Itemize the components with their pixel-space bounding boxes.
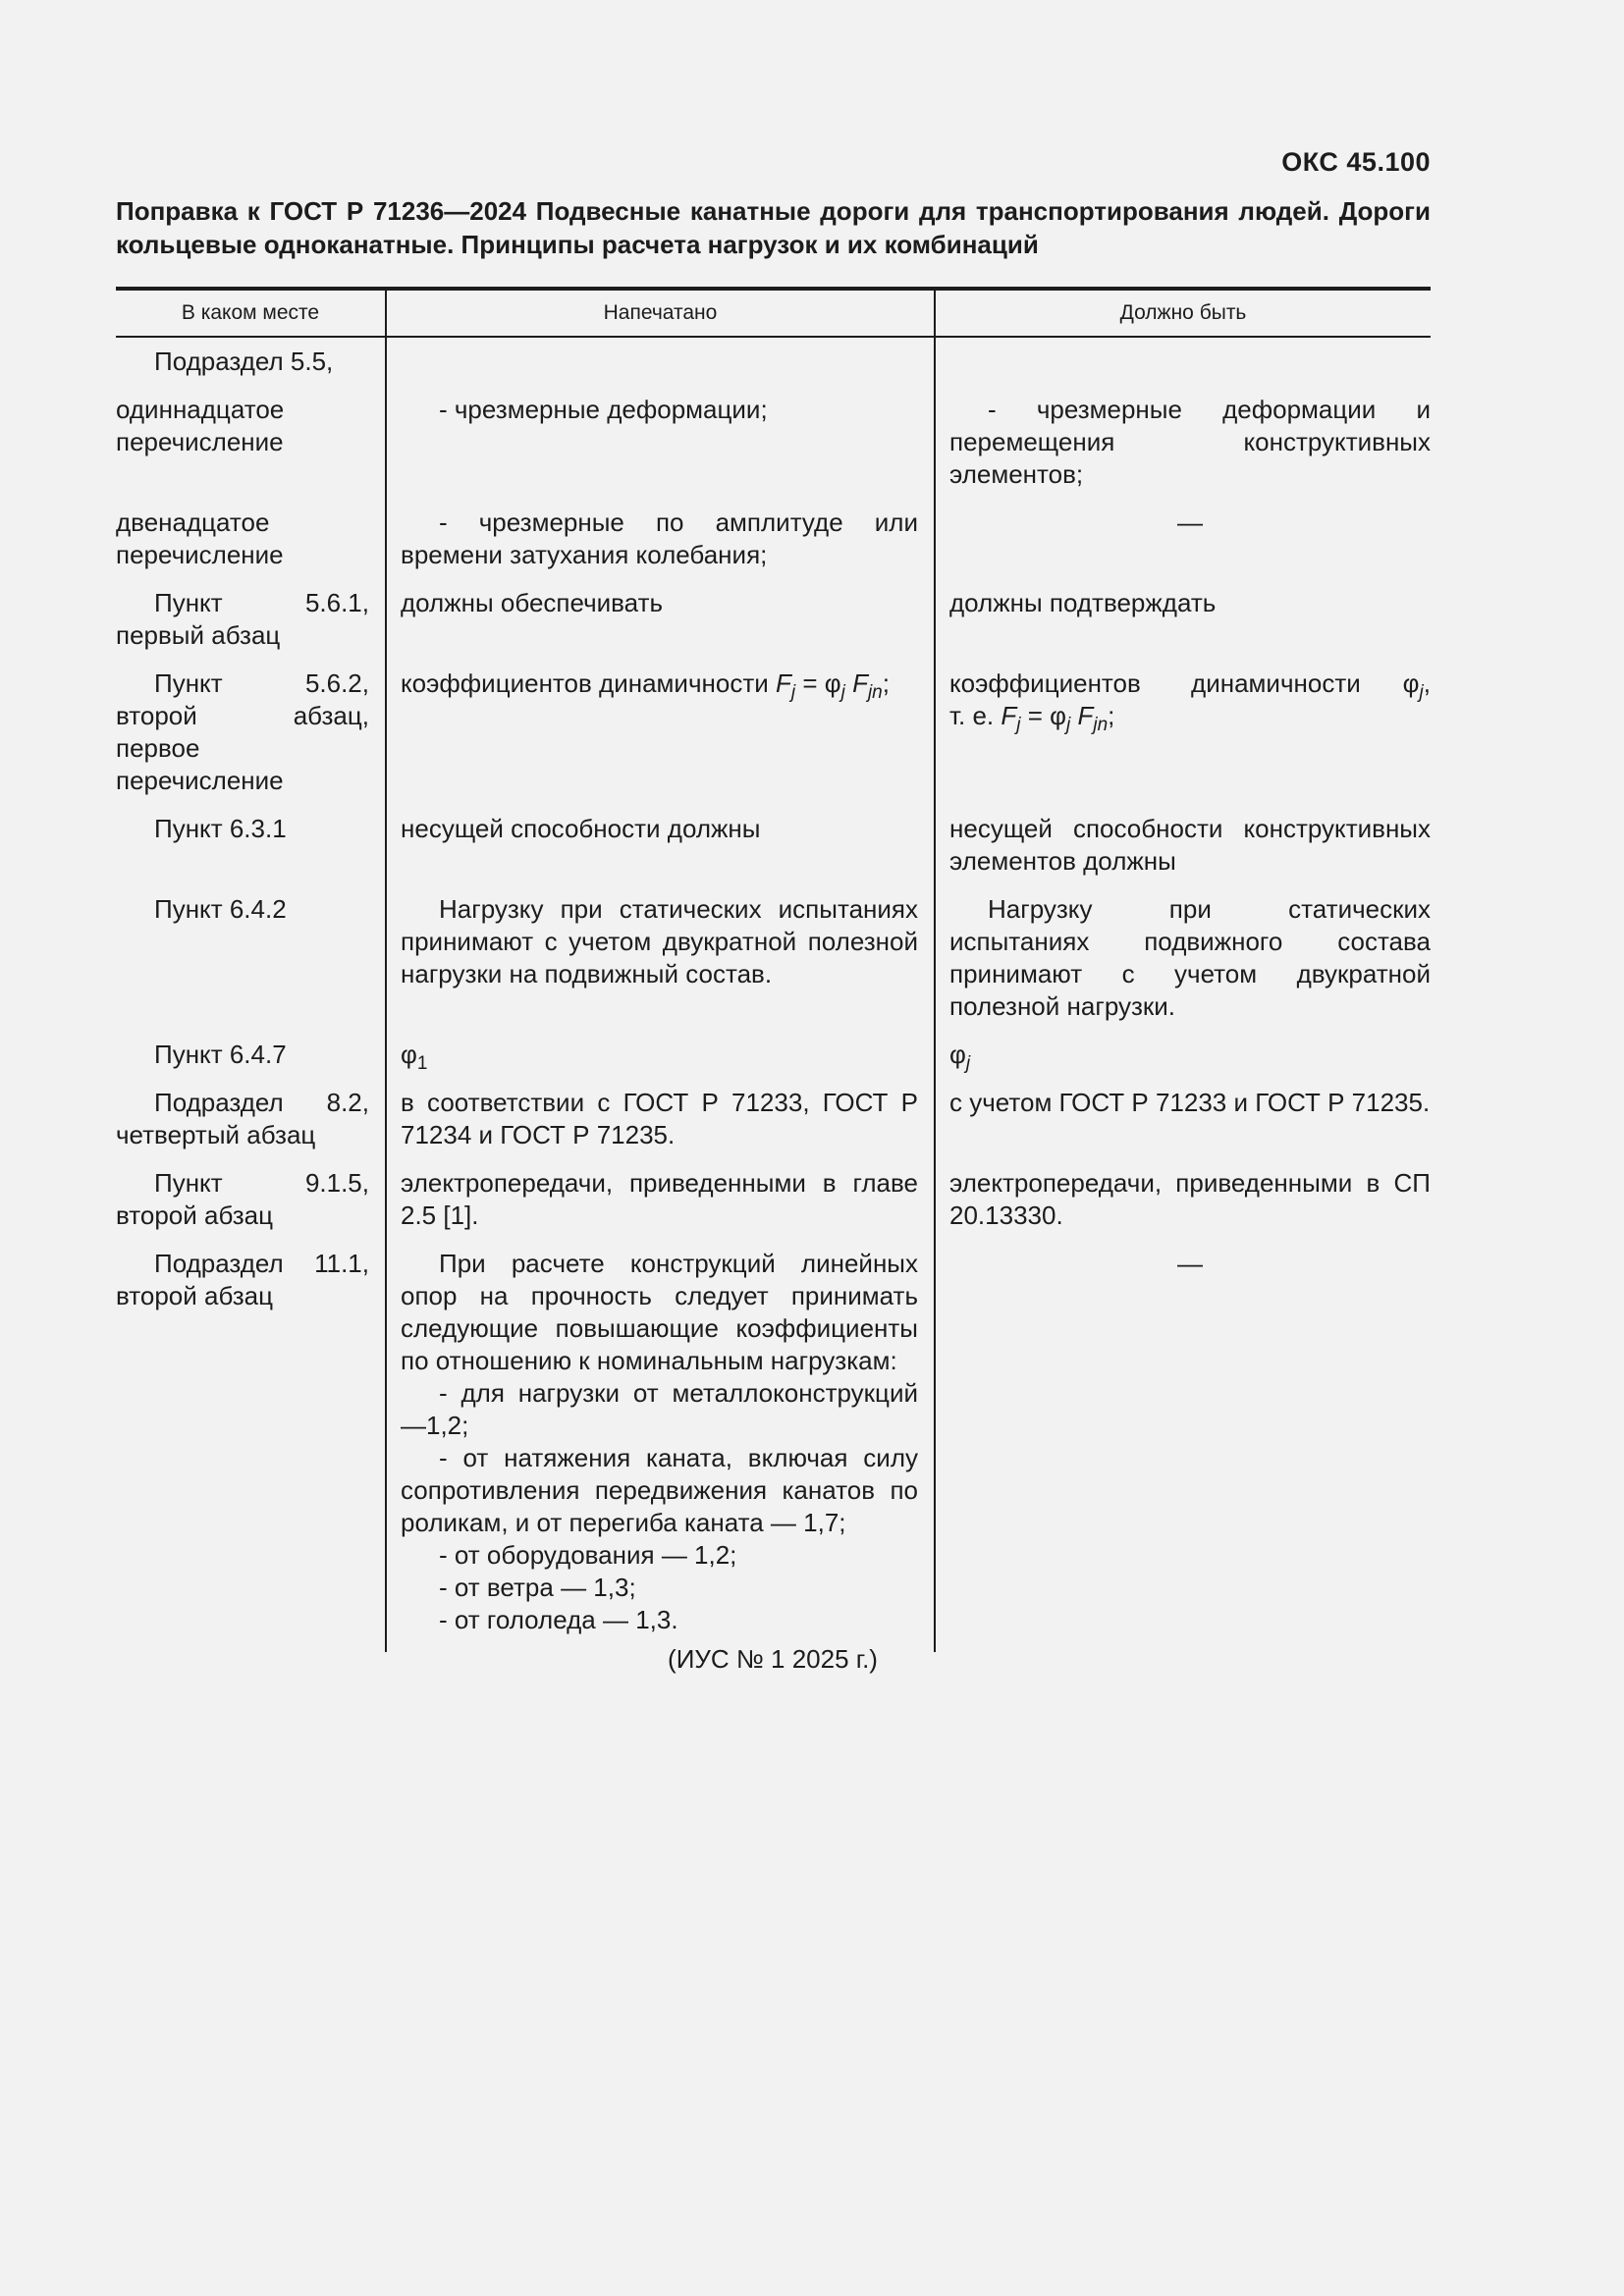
table-row bbox=[116, 1039, 1431, 1087]
cell-where: Пункт 6.4.7 bbox=[154, 1040, 287, 1069]
list-item: - для нагрузки от металлоконструкций —1,2; bbox=[401, 1378, 918, 1440]
cell-where: Подраздел 8.2, четвертый абзац bbox=[116, 1088, 369, 1149]
table-row bbox=[116, 893, 1431, 1039]
cell-printed: - чрезмерные по амплитуде или времени затухания колебания; bbox=[386, 507, 935, 587]
table-row bbox=[116, 1087, 1431, 1167]
cell-where: Пункт 5.6.2, второй абзац, первое перечисление bbox=[116, 668, 369, 795]
formula-text: т. е. bbox=[949, 701, 1001, 730]
table-row bbox=[116, 587, 1431, 667]
header-should-be: Должно быть bbox=[935, 289, 1431, 337]
cell-should-be: должны подтверждать bbox=[935, 587, 1431, 667]
cell-should-be bbox=[935, 667, 1431, 813]
table-row bbox=[116, 337, 1431, 394]
phi-symbol: φ bbox=[401, 1040, 417, 1069]
table-row bbox=[116, 507, 1431, 587]
cell-should-be: несущей способности конструктивных элементов должны bbox=[935, 813, 1431, 893]
amendment-table bbox=[116, 287, 1431, 1652]
table-row bbox=[116, 1248, 1431, 1652]
list-item: - от оборудования — 1,2; bbox=[439, 1540, 737, 1570]
formula-sub: jn bbox=[1093, 715, 1109, 735]
cell-should-be: с учетом ГОСТ Р 71233 и ГОСТ Р 71235. bbox=[935, 1087, 1431, 1167]
cell-should-be bbox=[935, 1039, 1431, 1087]
formula-eq: = bbox=[795, 668, 825, 698]
cell-where: одиннадцатое перечисление bbox=[116, 395, 285, 456]
formula-var-f: F bbox=[844, 668, 868, 698]
table-row bbox=[116, 667, 1431, 813]
cell-printed bbox=[386, 667, 935, 813]
phi-symbol: φ bbox=[949, 1040, 966, 1069]
cell-should-be: Нагрузку при статических испытаниях подвижного состава принимают с учетом двукратной полезной нагрузки. bbox=[935, 893, 1431, 1039]
cell-printed: - чрезмерные деформации; bbox=[386, 394, 935, 507]
formula-sub: j bbox=[965, 1053, 971, 1074]
cell-where: двенадцатое перечисление bbox=[116, 507, 284, 569]
cell-printed bbox=[386, 337, 935, 394]
table-row bbox=[116, 394, 1431, 507]
phi-symbol: φ bbox=[1050, 701, 1067, 730]
table-row bbox=[116, 813, 1431, 893]
formula-var-f: F bbox=[1070, 701, 1094, 730]
cell-printed: в соответствии с ГОСТ Р 71233, ГОСТ Р 71234 и ГОСТ Р 71235. bbox=[386, 1087, 935, 1167]
formula-end: ; bbox=[1108, 701, 1115, 730]
document-title: Поправка к ГОСТ Р 71236—2024 Подвесные канатные дороги для транспортирования людей. Дороги кольцевые одноканатные. Принципы расчета нагрузок и их комбинаций bbox=[116, 196, 1431, 259]
header-printed: Напечатано bbox=[386, 289, 935, 337]
coefficients-intro: При расчете конструкций линейных опор на прочность следует принимать следующие повышающие коэффициенты по отношению к номинальным нагрузкам: bbox=[401, 1249, 918, 1375]
formula-sub: j bbox=[1066, 715, 1071, 735]
cell-printed bbox=[386, 1039, 935, 1087]
cell-should-be: электропередачи, приведенными в СП 20.13330. bbox=[935, 1167, 1431, 1248]
cell-where: Подраздел 5.5, bbox=[154, 347, 334, 376]
header-where: В каком месте bbox=[116, 289, 386, 337]
formula-sub: j bbox=[1016, 715, 1021, 735]
formula-text: коэффициентов динамичности bbox=[949, 668, 1361, 698]
cell-where: Пункт 5.6.1, первый абзац bbox=[116, 588, 369, 650]
cell-should-be: — bbox=[935, 507, 1431, 587]
cell-where: Пункт 9.1.5, второй абзац bbox=[116, 1168, 369, 1230]
cell-printed: несущей способности должны bbox=[386, 813, 935, 893]
table-row bbox=[116, 1167, 1431, 1248]
cell-where: Пункт 6.4.2 bbox=[154, 894, 287, 924]
formula-sub: j bbox=[840, 682, 845, 703]
formula-line-1 bbox=[949, 667, 1431, 703]
formula-sub: j bbox=[1419, 682, 1424, 703]
formula-eq: = bbox=[1020, 701, 1051, 730]
cell-printed: электропередачи, приведенными в главе 2.5 [1]. bbox=[386, 1167, 935, 1248]
cell-printed bbox=[386, 1248, 935, 1652]
formula-sub: 1 bbox=[416, 1053, 428, 1074]
phi-symbol: φ bbox=[824, 668, 841, 698]
oks-code: ОКС 45.100 bbox=[1281, 147, 1431, 177]
cell-should-be: - чрезмерные деформации и перемещения конструктивных элементов; bbox=[935, 394, 1431, 507]
cell-should-be bbox=[935, 337, 1431, 394]
list-item: - от ветра — 1,3; bbox=[439, 1573, 636, 1602]
cell-should-be: — bbox=[935, 1248, 1431, 1652]
cell-printed: Нагрузку при статических испытаниях принимают с учетом двукратной полезной нагрузки на подвижный состав. bbox=[386, 893, 935, 1039]
list-item: - от натяжения каната, включая силу сопротивления передвижения канатов по роликам, и от перегиба каната — 1,7; bbox=[401, 1443, 918, 1537]
phi-symbol: φ bbox=[1402, 668, 1420, 698]
formula-var-f: F bbox=[1001, 701, 1017, 730]
ius-footer: (ИУС № 1 2025 г.) bbox=[668, 1644, 878, 1674]
formula-line-2 bbox=[949, 700, 1431, 735]
formula-sub: jn bbox=[867, 682, 883, 703]
table-header-row bbox=[116, 289, 1431, 337]
formula-sub: j bbox=[790, 682, 796, 703]
cell-printed: должны обеспечивать bbox=[386, 587, 935, 667]
formula-end: ; bbox=[882, 668, 890, 698]
formula-comma: , bbox=[1423, 668, 1431, 698]
list-item: - от гололеда — 1,3. bbox=[439, 1605, 678, 1634]
formula-var-f: F bbox=[775, 668, 791, 698]
cell-where: Подраздел 11.1, второй абзац bbox=[116, 1249, 369, 1310]
cell-where: Пункт 6.3.1 bbox=[154, 814, 287, 843]
formula-text: коэффициентов динамичности bbox=[401, 668, 776, 698]
